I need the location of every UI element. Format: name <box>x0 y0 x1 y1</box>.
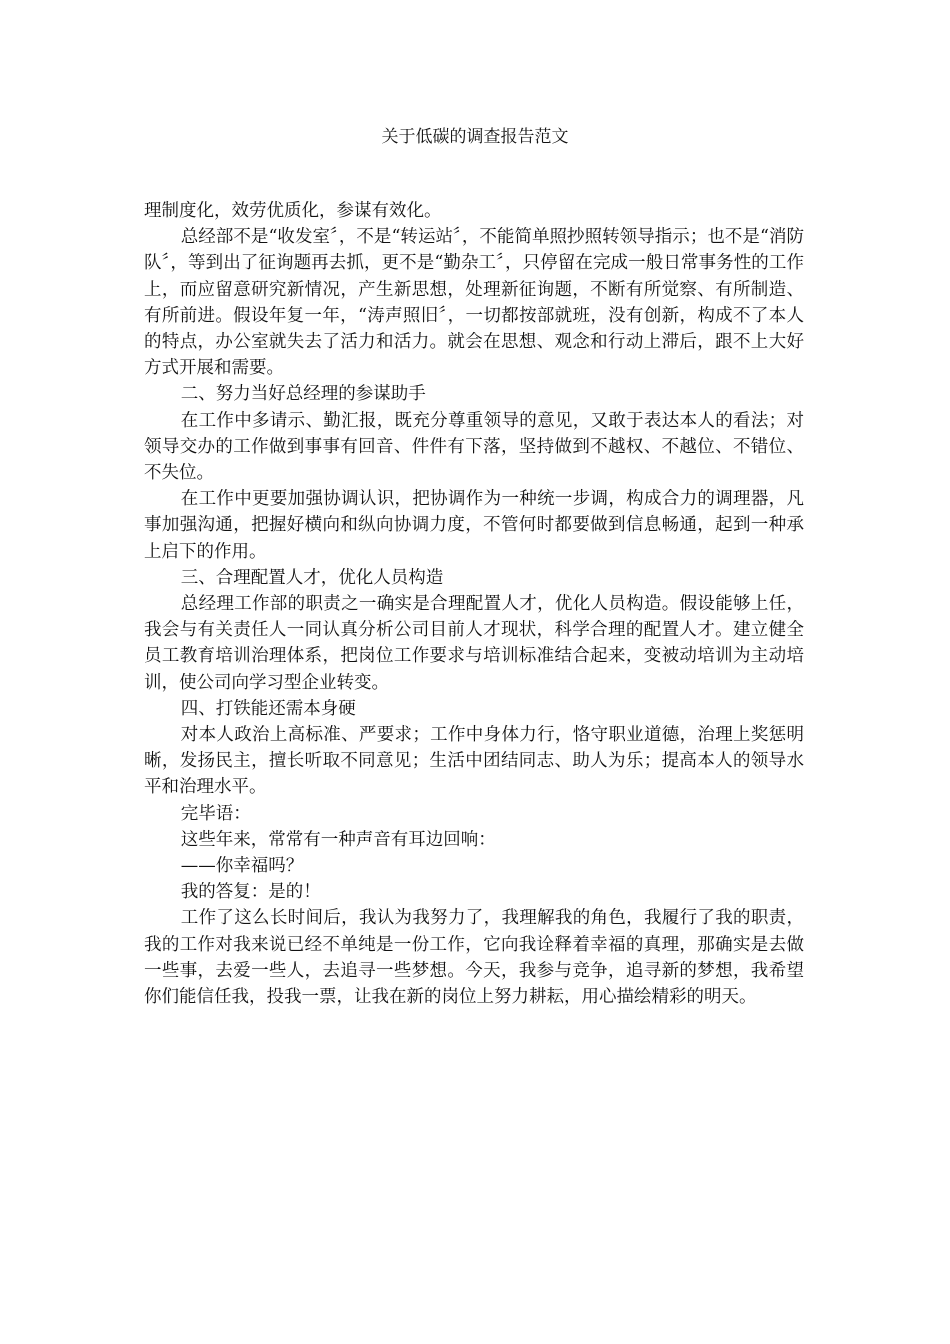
paragraph: 对本人政治上高标准、严要求；工作中身体力行，恪守职业道德，治理上奖惩明晰，发扬民主，擅长听取不同意见；生活中团结同志、助人为乐；提高本人的领导水平和治理水平。 <box>144 725 804 798</box>
paragraph: 我的答复：是的！ <box>180 882 321 903</box>
paragraph: 在工作中更要加强协调认识，把协调作为一种统一步调，构成合力的调理器，凡事加强沟通，把握好横向和纵向协调力度，不管何时都要做到信息畅通，起到一种承上启下的作用。 <box>144 489 804 562</box>
paragraph: 总经部不是“收发室〞，不是“转运站〞，不能简单照抄照转领导指示；也不是“消防队〞，等到出了征询题再去抓，更不是“勤杂工〞，只停留在完成一般日常事务性的工作上，而应留意研究新情况，产生新思想，处理新征询题，不断有所觉察、有所制造、有所前进。假设年复一年，“涛声照旧〞，一切都按部就班，没有创新，构成不了本人的特点，办公室就失去了活力和活力。就会在思想、观念和行动上滞后，跟不上大好方式开展和需要。 <box>144 227 804 379</box>
paragraph: 工作了这么长时间后，我认为我努力了，我理解我的角色，我履行了我的职责，我的工作对我来说已经不单纯是一份工作，它向我诠释着幸福的真理，那确实是去做一些事，去爱一些人，去追寻一些梦想。今天，我参与竞争，追寻新的梦想，我希望你们能信任我，投我一票，让我在新的岗位上努力耕耘，用心描绘精彩的明天。 <box>144 908 804 1008</box>
paragraph: ——你幸福吗？ <box>180 856 304 877</box>
paragraph: 在工作中多请示、勤汇报，既充分尊重领导的意见，又敢于表达本人的看法；对领导交办的工作做到事事有回音、件件有下落，坚持做到不越权、不越位、不错位、不失位。 <box>144 410 804 484</box>
paragraph: 这些年来，常常有一种声音有耳边回响： <box>180 829 496 850</box>
section-heading: 二、努力当好总经理的参谋助手 <box>180 384 426 405</box>
paragraph-continuation: 理制度化，效劳优质化，参谋有效化。 <box>144 201 442 221</box>
paragraph: 总经理工作部的职责之一确实是合理配置人才，优化人员构造。假设能够上任，我会与有关责任人一同认真分析公司目前人才现状，科学合理的配置人才。建立健全员工教育培训治理体系，把岗位工作要求与培训标准结合起来，变被动培训为主动培训，使公司向学习型企业转变。 <box>144 594 804 693</box>
document-title: 关于低碳的调查报告范文 <box>381 127 569 147</box>
document-body <box>144 198 804 1010</box>
section-heading: 三、合理配置人才，优化人员构造 <box>180 567 444 588</box>
closing-heading: 完毕语： <box>180 803 251 824</box>
section-heading: 四、打铁能还需本身硬 <box>180 698 356 719</box>
